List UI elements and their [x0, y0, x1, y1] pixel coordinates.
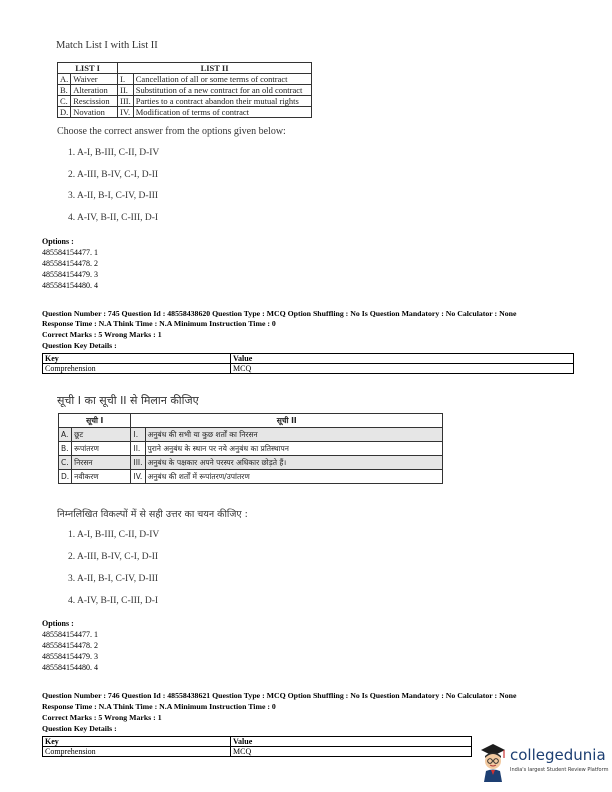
question-meta: Question Number : 745 Question Id : 48558438620 Question Type : MCQ Option Shuffling : No Is Question Mandatory : No Calculator : None — [42, 309, 517, 318]
table-row — [59, 442, 443, 456]
row-term: छूट — [72, 428, 131, 442]
row-term: Novation — [71, 107, 118, 118]
option-id: 485584154479. 3 — [42, 270, 98, 279]
row-term: Rescission — [71, 96, 118, 107]
question-key-details: Question Key Details : — [42, 724, 117, 733]
row-term: रूपांतरण — [72, 442, 131, 456]
match-table — [57, 62, 312, 118]
row-definition: अनुबंध के पक्षकार अपने परस्पर अधिकार छोड़ते हैं। — [145, 456, 442, 470]
row-letter: C. — [59, 456, 72, 470]
row-numeral: III. — [118, 96, 134, 107]
question-marks: Correct Marks : 5 Wrong Marks : 1 — [42, 330, 162, 339]
choice-1: 1. A-I, B-III, C-II, D-IV — [68, 530, 160, 540]
key-cell: Comprehension — [43, 364, 231, 374]
row-numeral: I. — [118, 74, 134, 85]
choice-4: 4. A-IV, B-II, C-III, D-I — [68, 213, 159, 223]
row-term: Waiver — [71, 74, 118, 85]
row-letter: C. — [58, 96, 71, 107]
row-numeral: III. — [131, 456, 145, 470]
table-row — [58, 74, 312, 85]
option-id: 485584154477. 1 — [42, 630, 98, 639]
option-id: 485584154478. 2 — [42, 259, 98, 268]
option-id: 485584154480. 4 — [42, 663, 98, 672]
collegedunia-logo[interactable] — [478, 740, 608, 786]
row-definition: Substitution of a new contract for an old contract — [133, 85, 311, 96]
option-id: 485584154479. 3 — [42, 652, 98, 661]
choice-4: 4. A-IV, B-II, C-III, D-I — [68, 596, 159, 606]
question-meta: Question Number : 746 Question Id : 48558438621 Question Type : MCQ Option Shuffling : No Is Question Mandatory : No Calculator : None — [42, 691, 517, 700]
question-heading-hindi: सूची I का सूची II से मिलान कीजिए — [57, 394, 199, 407]
key-cell: Comprehension — [43, 747, 231, 757]
row-letter: A. — [59, 428, 72, 442]
row-letter: A. — [58, 74, 71, 85]
question-marks: Correct Marks : 5 Wrong Marks : 1 — [42, 713, 162, 722]
logo-name: collegedunia — [510, 746, 606, 764]
value-header: Value — [231, 737, 472, 747]
row-letter: B. — [58, 85, 71, 96]
key-header: Key — [43, 354, 231, 364]
question-key-details: Question Key Details : — [42, 341, 117, 350]
option-id: 485584154478. 2 — [42, 641, 98, 650]
row-definition: Modification of terms of contract — [133, 107, 311, 118]
value-header: Value — [231, 354, 574, 364]
key-value-table — [42, 736, 472, 757]
choice-3: 3. A-II, B-I, C-IV, D-III — [68, 191, 159, 201]
question-timing: Response Time : N.A Think Time : N.A Minimum Instruction Time : 0 — [42, 319, 276, 328]
instruction-text: Choose the correct answer from the options given below: — [57, 126, 286, 137]
choice-2: 2. A-III, B-IV, C-I, D-II — [68, 170, 159, 180]
list-ii-header: सूची II — [131, 414, 443, 428]
match-table-hindi — [58, 413, 443, 484]
options-label: Options : — [42, 237, 74, 246]
row-numeral: I. — [131, 428, 145, 442]
list-i-header: सूची I — [59, 414, 131, 428]
row-term: Alteration — [71, 85, 118, 96]
instruction-text-hindi: निम्नलिखित विकल्पों में से सही उत्तर का चयन कीजिए : — [57, 509, 248, 520]
row-definition: Parties to a contract abandon their mutual rights — [133, 96, 311, 107]
student-mascot-icon — [478, 740, 508, 782]
row-letter: B. — [59, 442, 72, 456]
row-definition: Cancellation of all or some terms of contract — [133, 74, 311, 85]
key-value-table — [42, 353, 574, 374]
choice-1: 1. A-I, B-III, C-II, D-IV — [68, 148, 160, 158]
row-term: निरसन — [72, 456, 131, 470]
logo-tagline: India's largest Student Review Platform — [510, 767, 609, 773]
table-row — [59, 456, 443, 470]
row-numeral: IV. — [131, 470, 145, 484]
key-header: Key — [43, 737, 231, 747]
list-ii-header: LIST II — [118, 63, 312, 74]
value-cell: MCQ — [231, 747, 472, 757]
value-cell: MCQ — [231, 364, 574, 374]
row-definition: अनुबंध की सभी या कुछ शर्तों का निरसन — [145, 428, 442, 442]
options-label: Options : — [42, 619, 74, 628]
row-numeral: IV. — [118, 107, 134, 118]
row-numeral: II. — [118, 85, 134, 96]
choice-2: 2. A-III, B-IV, C-I, D-II — [68, 552, 159, 562]
table-row — [59, 428, 443, 442]
choice-3: 3. A-II, B-I, C-IV, D-III — [68, 574, 159, 584]
row-definition: पुराने अनुबंध के स्थान पर नये अनुबंध का प्रतिस्थापन — [145, 442, 442, 456]
row-letter: D. — [59, 470, 72, 484]
table-row — [58, 85, 312, 96]
option-id: 485584154480. 4 — [42, 281, 98, 290]
question-heading: Match List I with List II — [56, 40, 158, 51]
row-definition: अनुबंध की शर्तों में रूपांतरण/उपांतरण — [145, 470, 442, 484]
row-term: नवीकरण — [72, 470, 131, 484]
question-timing: Response Time : N.A Think Time : N.A Minimum Instruction Time : 0 — [42, 702, 276, 711]
row-letter: D. — [58, 107, 71, 118]
table-row — [59, 470, 443, 484]
option-id: 485584154477. 1 — [42, 248, 98, 257]
table-row — [58, 96, 312, 107]
list-i-header: LIST I — [58, 63, 118, 74]
row-numeral: II. — [131, 442, 145, 456]
table-row — [58, 107, 312, 118]
